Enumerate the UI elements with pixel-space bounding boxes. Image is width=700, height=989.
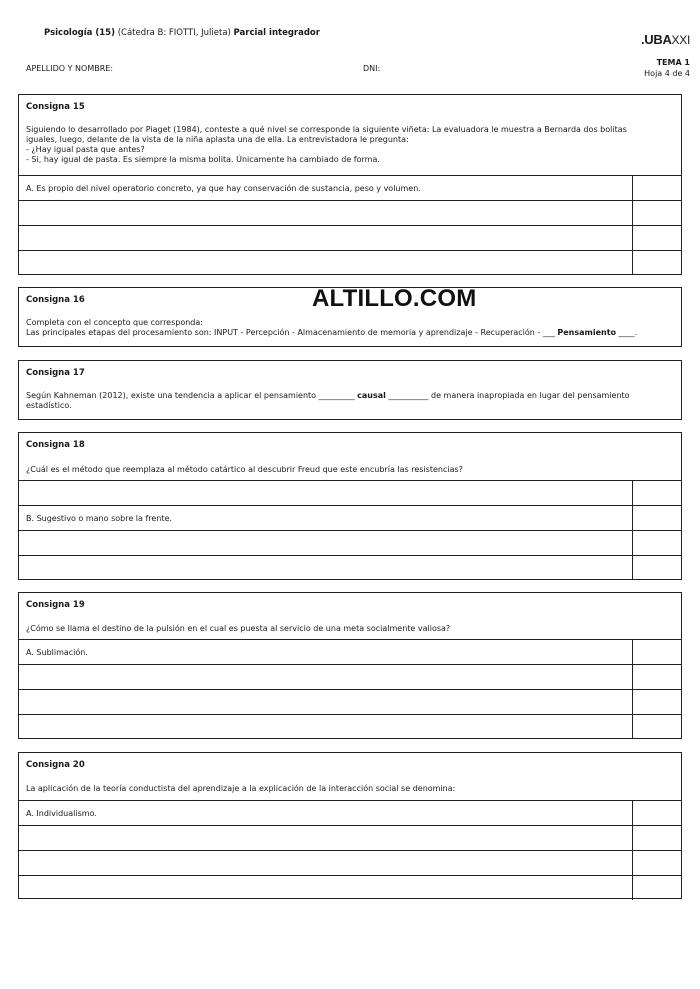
answer-checkbox[interactable] xyxy=(632,876,681,900)
answer-row xyxy=(19,800,681,825)
answer-row xyxy=(19,175,681,200)
answer-row xyxy=(19,875,681,900)
question-text-part: ____. xyxy=(618,328,638,337)
question-line: Siguiendo lo desarrollado por Piaget (1984), conteste a qué nivel se corresponde la siguiente viñeta: La evaluadora le muestra a Bernarda dos bolitas xyxy=(26,125,627,134)
question-title: Consigna 20 xyxy=(26,760,85,770)
answer-checkbox[interactable] xyxy=(632,665,681,689)
question-title: Consigna 19 xyxy=(26,600,85,610)
question-text-part: Las principales etapas del procesamiento son: INPUT - Percepción - Almacenamiento de memoria y aprendizaje - Recuperación - ___ xyxy=(26,328,555,337)
tema-label: TEMA 1 xyxy=(656,58,690,67)
filled-answer: Pensamiento xyxy=(557,328,617,337)
answer-text: A. Sublimación. xyxy=(26,648,88,657)
question-line xyxy=(26,328,671,338)
answer-checkbox[interactable] xyxy=(632,481,681,505)
question-title: Consigna 18 xyxy=(26,440,85,450)
answer-row xyxy=(19,480,681,505)
question-19 xyxy=(18,592,682,739)
question-line: Completa con el concepto que corresponda: xyxy=(26,318,203,327)
question-title: Consigna 15 xyxy=(26,102,85,112)
dni-label: DNI: xyxy=(363,64,381,73)
answer-row xyxy=(19,639,681,664)
answer-row xyxy=(19,714,681,739)
answer-checkbox[interactable] xyxy=(632,640,681,664)
answer-row xyxy=(19,689,681,714)
exam-name: Parcial integrador xyxy=(233,28,320,38)
answer-text: A. Es propio del nivel operatorio concreto, ya que hay conservación de sustancia, peso y volumen. xyxy=(26,184,421,193)
question-text: ¿Cuál es el método que reemplaza al método catártico al descubrir Freud que este encubría las resistencias? xyxy=(26,465,463,474)
answer-checkbox[interactable] xyxy=(632,506,681,530)
question-17 xyxy=(18,360,682,420)
answer-checkbox[interactable] xyxy=(632,201,681,225)
answer-checkbox[interactable] xyxy=(632,826,681,850)
answer-row xyxy=(19,250,681,275)
answer-row xyxy=(19,850,681,875)
question-line: - ¿Hay igual pasta que antes? xyxy=(26,145,145,154)
answer-checkbox[interactable] xyxy=(632,251,681,275)
answer-row xyxy=(19,664,681,689)
question-text xyxy=(26,391,671,411)
question-18 xyxy=(18,432,682,580)
answer-text: A. Individualismo. xyxy=(26,809,97,818)
answer-row xyxy=(19,225,681,250)
question-line xyxy=(26,391,671,401)
question-text xyxy=(26,125,671,165)
question-title: Consigna 17 xyxy=(26,368,85,378)
answer-checkbox[interactable] xyxy=(632,176,681,200)
question-text: La aplicación de la teoría conductista del aprendizaje a la explicación de la interacción social se denomina: xyxy=(26,784,456,793)
question-text: ¿Cómo se llama el destino de la pulsión en el cual es puesta al servicio de una meta socialmente valiosa? xyxy=(26,624,451,633)
answer-checkbox[interactable] xyxy=(632,851,681,875)
question-text xyxy=(26,318,671,338)
answer-checkbox[interactable] xyxy=(632,715,681,739)
answer-row xyxy=(19,530,681,555)
question-text-part: __________ de manera inapropiada en lugar del pensamiento xyxy=(388,391,630,400)
watermark: ALTILLO.COM xyxy=(312,285,477,312)
logo-main: .UBA xyxy=(640,32,672,47)
answer-row xyxy=(19,555,681,580)
exam-header xyxy=(44,28,320,38)
tema-info xyxy=(644,57,690,79)
chair-name: (Cátedra B: FIOTTI, Julieta) xyxy=(117,28,231,38)
answer-text: B. Sugestivo o mano sobre la frente. xyxy=(26,514,172,523)
answer-checkbox[interactable] xyxy=(632,690,681,714)
sheet-label: Hoja 4 de 4 xyxy=(644,69,690,78)
question-line: estadístico. xyxy=(26,401,72,410)
answer-checkbox[interactable] xyxy=(632,801,681,825)
answer-row xyxy=(19,200,681,225)
answer-checkbox[interactable] xyxy=(632,226,681,250)
question-line: - Si, hay igual de pasta. Es siempre la misma bolita. Únicamente ha cambiado de forma. xyxy=(26,155,380,164)
answer-checkbox[interactable] xyxy=(632,556,681,580)
question-text-part: Según Kahneman (2012), existe una tendencia a aplicar el pensamiento _________ xyxy=(26,391,355,400)
question-15 xyxy=(18,94,682,275)
name-label: APELLIDO Y NOMBRE: xyxy=(26,64,114,73)
logo-suffix: XXI xyxy=(671,33,690,47)
question-title: Consigna 16 xyxy=(26,295,85,305)
answer-row xyxy=(19,505,681,530)
question-line: iguales, luego, delante de la vista de la niña aplasta una de ella. La entrevistadora le pregunta: xyxy=(26,135,409,144)
answer-checkbox[interactable] xyxy=(632,531,681,555)
question-20 xyxy=(18,752,682,899)
uba-xxi-logo xyxy=(641,32,690,47)
answer-row xyxy=(19,825,681,850)
course-name: Psicología (15) xyxy=(44,28,115,38)
filled-answer: causal xyxy=(357,391,386,400)
